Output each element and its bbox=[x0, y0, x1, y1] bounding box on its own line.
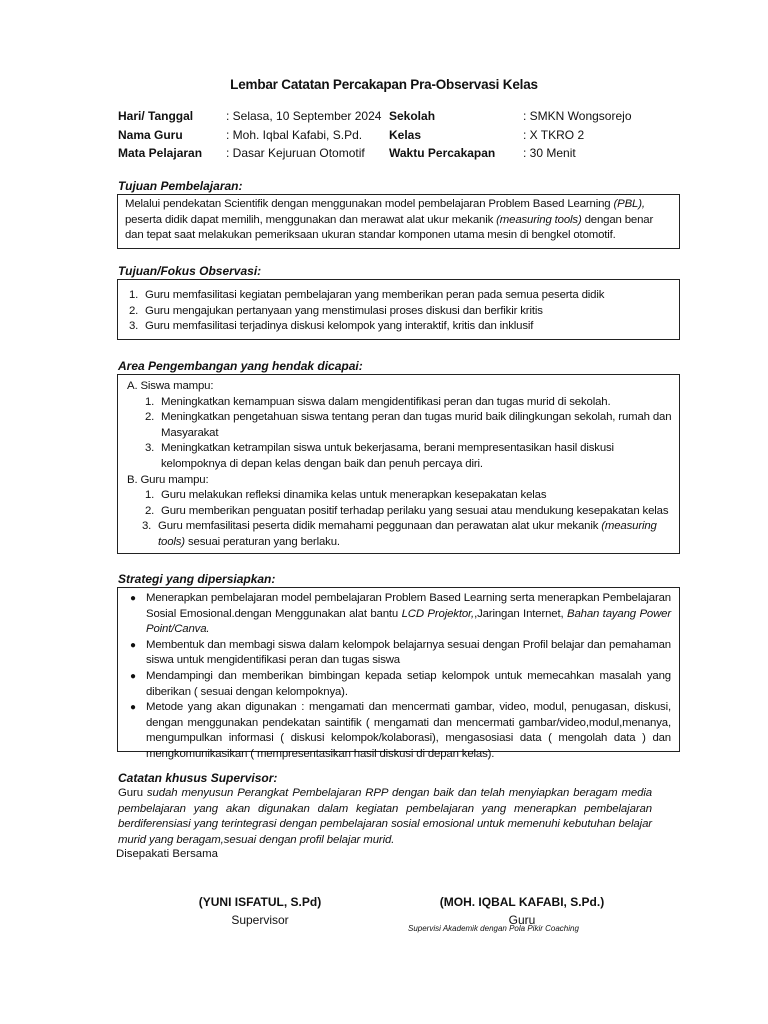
list-text-italic: Bahan tayang Power Point/Canva. bbox=[146, 607, 672, 636]
tujuan-text-part: Melalui pendekatan Scientifik dengan menggunakan model pembelajaran Problem Based Learning bbox=[125, 198, 614, 210]
agreed-text: Disepakati Bersama bbox=[116, 848, 218, 860]
list-text: Metode yang akan digunakan : mengamati dan mencermati gambar, video, modul, penugasan, diskusi, dengan menggunakan pendekatan saintifik ( mengamati dan mencermati gambar/video,modul,menanya, mengumpulkan informasi ( diskusi kelompok/kolaborasi), mengasosiasi data ( mengolah data ) dan mengkomunikasikan ( mempresentasikan hasil diskusi di depan kelas). bbox=[146, 701, 671, 760]
list-text: Meningkatkan ketrampilan siswa untuk bekerjasama, berani mempresentasikan hasil diskusi kelompoknya di depan kelas dengan baik dan penuh percaya diri. bbox=[161, 442, 614, 470]
list-text: Meningkatkan pengetahuan siswa tentang peran dan tugas murid baik dilingkungan sekolah, rumah dan Masyarakat bbox=[161, 411, 672, 439]
info-label: Nama Guru bbox=[118, 127, 183, 142]
tujuan-box bbox=[117, 194, 680, 249]
catatan-text-part: Guru bbox=[118, 787, 147, 799]
list-text: Guru mengajukan pertanyaan yang menstimulasi proses diskusi dan berfikir kritis bbox=[145, 304, 543, 317]
info-row bbox=[118, 107, 381, 126]
list-text-italic: (measuring tools) bbox=[158, 520, 657, 548]
list-text: sesuai peraturan yang berlaku. bbox=[184, 535, 340, 548]
tujuan-text-italic: (PBL), bbox=[613, 198, 645, 210]
supervisor-name: (YUNI ISFATUL, S.Pd) bbox=[198, 895, 322, 909]
list-text: Guru memfasilitasi terjadinya diskusi kelompok yang interaktif, kritis dan inklusif bbox=[145, 320, 534, 333]
info-row bbox=[389, 144, 632, 163]
info-label: Sekolah bbox=[389, 109, 436, 123]
info-row bbox=[118, 126, 381, 145]
tujuan-text-italic: (measuring tools) bbox=[496, 213, 582, 226]
info-row bbox=[389, 126, 632, 145]
list-number: 1. bbox=[129, 289, 139, 301]
bullet-icon: ● bbox=[130, 702, 136, 714]
list-item bbox=[124, 638, 671, 669]
area-b-list bbox=[142, 488, 672, 550]
list-number: 3. bbox=[129, 320, 139, 333]
list-item bbox=[145, 410, 672, 441]
list-item bbox=[142, 519, 672, 550]
area-box bbox=[117, 374, 680, 554]
strategi-list bbox=[124, 591, 671, 763]
tujuan-text bbox=[125, 197, 672, 244]
list-text: Mendampingi dan memberikan bimbingan kepada setiap kelompok untuk memecahkan masalah yang diberikan ( sesuai dengan kelompoknya). bbox=[146, 669, 671, 698]
area-a-list bbox=[145, 395, 672, 473]
guru-role: Guru bbox=[508, 913, 536, 927]
list-text: Guru memfasilitasi peserta didik memahami peggunaan dan perawatan alat ukur mekanik bbox=[158, 520, 602, 533]
supervisor-role: Supervisor bbox=[231, 913, 289, 927]
info-value: : SMKN Wongsorejo bbox=[523, 109, 632, 123]
list-text: Menerapkan pembelajaran model pembelajaran Problem Based Learning serta menerapkan Pembelajaran Sosial Emosional.dengan Menggunakan alat bantu bbox=[146, 592, 671, 620]
catatan-text bbox=[118, 786, 652, 848]
supervisor-signature bbox=[170, 893, 350, 929]
info-label: Hari/ Tanggal bbox=[118, 109, 194, 123]
info-value: : Dasar Kejuruan Otomotif bbox=[226, 146, 365, 160]
catatan-text-italic: sudah menyusun Perangkat Pembelajaran RPP dengan baik dan telah menyiapkan beragam media pembelajaran yang akan digunakan dalam kegiatan pembelajaran yang menerapkan pembelajaran berdiferensiasi yang terintegrasi dengan pembelajaran sosial emosional untuk memenuhi kebutuhan belajar murid yang beragam,sesuai dengan profil belajar murid. bbox=[118, 787, 652, 846]
catatan-heading: Catatan khusus Supervisor: bbox=[118, 771, 278, 785]
list-text: Membentuk dan membagi siswa dalam kelompok belajarnya sesuai dengan Profil belajar dan pemahaman siswa untuk mengidentifikasi peran dan tugas siswa bbox=[146, 638, 671, 667]
list-item bbox=[145, 504, 672, 520]
list-text: Guru memfasilitasi kegiatan pembelajaran yang memberikan peran pada semua peserta didik bbox=[145, 289, 605, 301]
list-item bbox=[124, 700, 671, 762]
list-number: 3. bbox=[145, 442, 155, 455]
info-value: : X TKRO 2 bbox=[523, 127, 585, 142]
list-number: 3. bbox=[142, 520, 152, 533]
list-text: Guru memberikan penguatan positif terhadap perilaku yang sesuai atau mendukung kesepakatan kelas bbox=[161, 504, 669, 517]
tujuan-text-part: dengan benar dan tepat saat melakukan pemeriksaan ukuran standar komponen utama mesin di bengkel otomotif. bbox=[125, 213, 654, 242]
guru-name: (MOH. IQBAL KAFABI, S.Pd.) bbox=[439, 895, 605, 909]
document-title: Lembar Catatan Percakapan Pra-Observasi Kelas bbox=[230, 77, 538, 92]
area-b-label: B. Guru mampu: bbox=[127, 473, 209, 486]
list-item bbox=[145, 488, 672, 504]
info-label: Waktu Percakapan bbox=[389, 146, 496, 160]
list-text: Meningkatkan kemampuan siswa dalam mengidentifikasi peran dan tugas murid di sekolah. bbox=[161, 395, 611, 408]
list-number: 1. bbox=[145, 395, 155, 408]
footer-text: Supervisi Akademik dengan Pola Pikir Coaching bbox=[408, 924, 579, 933]
bullet-icon: ● bbox=[130, 639, 136, 651]
bullet-icon: ● bbox=[130, 593, 136, 604]
list-number: 2. bbox=[145, 411, 155, 424]
info-value: : Moh. Iqbal Kafabi, S.Pd. bbox=[226, 127, 363, 142]
tujuan-text-part: peserta didik dapat memilih, menggunakan dan merawat alat ukur mekanik bbox=[125, 213, 497, 226]
list-number: 2. bbox=[145, 504, 155, 517]
info-row bbox=[389, 107, 632, 126]
info-value: : Selasa, 10 September 2024 bbox=[226, 109, 382, 123]
list-item bbox=[129, 304, 672, 320]
list-item bbox=[124, 591, 671, 638]
fokus-list bbox=[129, 288, 672, 335]
info-label: Kelas bbox=[389, 127, 422, 142]
info-value: : 30 Menit bbox=[523, 146, 576, 160]
list-item bbox=[124, 669, 671, 700]
list-text: Guru melakukan refleksi dinamika kelas untuk menerapkan kesepakatan kelas bbox=[161, 489, 547, 502]
list-text-italic: LCD Projektor, bbox=[401, 607, 475, 620]
bullet-icon: ● bbox=[130, 670, 136, 682]
list-item bbox=[145, 441, 672, 472]
fokus-heading: Tujuan/Fokus Observasi: bbox=[118, 264, 262, 278]
area-a-label: A. Siswa mampu: bbox=[127, 380, 214, 392]
area-heading: Area Pengembangan yang hendak dicapai: bbox=[118, 359, 363, 373]
list-item bbox=[129, 319, 672, 335]
fokus-box bbox=[117, 279, 680, 340]
info-label: Mata Pelajaran bbox=[118, 146, 203, 160]
info-right bbox=[389, 107, 632, 163]
list-item bbox=[129, 288, 672, 304]
tujuan-heading: Tujuan Pembelajaran: bbox=[118, 179, 243, 193]
list-item bbox=[145, 395, 672, 411]
strategi-heading: Strategi yang dipersiapkan: bbox=[118, 572, 276, 586]
list-number: 2. bbox=[129, 304, 139, 317]
list-number: 1. bbox=[145, 489, 155, 502]
info-left bbox=[118, 107, 381, 163]
list-text: ,Jaringan Internet, bbox=[474, 607, 567, 620]
strategi-box bbox=[117, 587, 680, 760]
info-row bbox=[118, 144, 381, 163]
